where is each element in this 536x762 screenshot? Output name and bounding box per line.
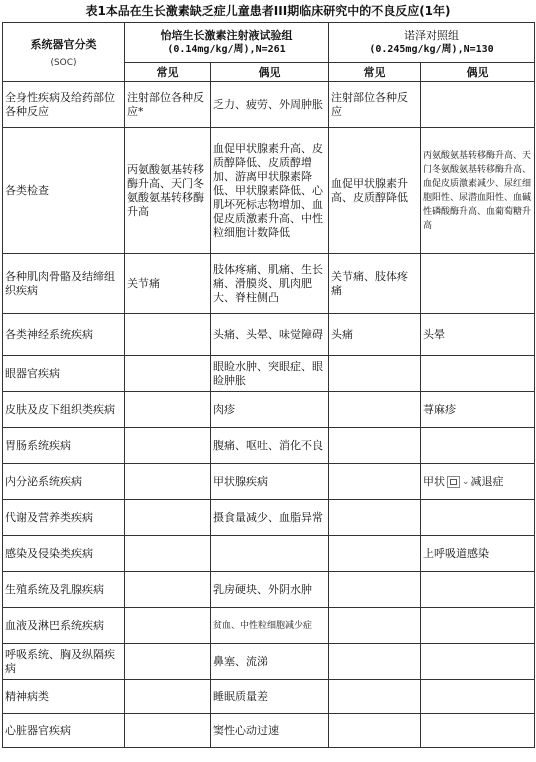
g2-common-cell [329, 680, 421, 714]
soc-cell: 心脏器官疾病 [3, 714, 125, 748]
g1-common-cell [125, 392, 211, 428]
soc-cell: 内分泌系统疾病 [3, 464, 125, 500]
g1-occasional-cell: 肉疹 [211, 392, 329, 428]
g1-occasional-header: 偶见 [211, 63, 329, 82]
adverse-reaction-table [2, 22, 535, 748]
treatment-group-header: 怡培生长激素注射液试验组 (0.14mg/kg/周),N=261 [125, 23, 329, 63]
g2-occasional-cell [421, 82, 535, 128]
soc-cell: 各类神经系统疾病 [3, 314, 125, 356]
g2-occasional-cell [421, 608, 535, 644]
table-row [3, 254, 535, 314]
g1-common-cell [125, 536, 211, 572]
g2-occasional-cell: 丙氨酸氨基转移酶升高、天门冬氨酸氨基转移酶升高、血促皮质激素减少、尿红细胞阳性、尿潜血阳性、血碱性磷酸酶升高、血葡萄糖升高 [421, 128, 535, 254]
g1-occasional-cell [211, 536, 329, 572]
g1-common-cell [125, 572, 211, 608]
g1-common-cell [125, 680, 211, 714]
soc-cell: 血液及淋巴系统疾病 [3, 608, 125, 644]
g2-common-cell: 血促甲状腺素升高、皮质醇降低 [329, 128, 421, 254]
g1-occasional-cell: 眼睑水肿、突眼症、眼睑肿胀 [211, 356, 329, 392]
g1-occasional-cell: 贫血、中性粒细胞减少症 [211, 608, 329, 644]
g1-occasional-cell: 腹痛、呕吐、消化不良 [211, 428, 329, 464]
g2-common-cell [329, 572, 421, 608]
g1-common-cell: 关节痛 [125, 254, 211, 314]
table-row [3, 572, 535, 608]
g2-occasional-cell [421, 572, 535, 608]
soc-cell: 生殖系统及乳腺疾病 [3, 572, 125, 608]
soc-header: 系统器官分类 (SOC) [3, 23, 125, 82]
g1-occasional-cell: 睡眠质量差 [211, 680, 329, 714]
g2-occasional-cell: 甲状 ⌄减退症 [421, 464, 535, 500]
soc-cell: 各类检查 [3, 128, 125, 254]
soc-cell: 感染及侵染类疾病 [3, 536, 125, 572]
g1-occasional-cell: 甲状腺疾病 [211, 464, 329, 500]
soc-cell: 精神病类 [3, 680, 125, 714]
g2-occasional-cell: 头晕 [421, 314, 535, 356]
g2-common-cell [329, 464, 421, 500]
table-row [3, 464, 535, 500]
soc-cell: 胃肠系统疾病 [3, 428, 125, 464]
soc-cell: 眼器官疾病 [3, 356, 125, 392]
g2-common-cell [329, 608, 421, 644]
g2-common-cell: 关节痛、肢体疼痛 [329, 254, 421, 314]
table-row [3, 536, 535, 572]
g1-common-cell [125, 314, 211, 356]
g2-occasional-cell [421, 644, 535, 680]
g2-common-cell: 注射部位各种反应 [329, 82, 421, 128]
g1-common-cell [125, 500, 211, 536]
table-row [3, 314, 535, 356]
soc-cell: 代谢及营养类疾病 [3, 500, 125, 536]
text-select-handle-icon[interactable] [447, 476, 460, 488]
g1-occasional-cell: 摄食量减少、血脂异常 [211, 500, 329, 536]
g1-occasional-cell: 乳房硬块、外阴水肿 [211, 572, 329, 608]
control-group-header: 诺泽对照组 (0.245mg/kg/周),N=130 [329, 23, 535, 63]
g2-common-cell: 头痛 [329, 314, 421, 356]
g1-common-cell [125, 714, 211, 748]
g1-common-cell [125, 644, 211, 680]
table-row [3, 644, 535, 680]
table-row [3, 356, 535, 392]
soc-cell: 各种肌肉骨骼及结缔组织疾病 [3, 254, 125, 314]
g2-occasional-cell [421, 428, 535, 464]
g1-common-cell [125, 608, 211, 644]
table-title: 表1本品在生长激素缺乏症儿童患者III期临床研究中的不良反应(1年) [85, 4, 451, 18]
soc-cell: 全身性疾病及给药部位各种反应 [3, 82, 125, 128]
g2-occasional-cell [421, 714, 535, 748]
table-row [3, 500, 535, 536]
g1-occasional-cell: 血促甲状腺素升高、皮质醇降低、皮质醇增加、游离甲状腺素降低、甲状腺素降低、心肌坏死标志物增加、血促皮质激素升高、中性粒细胞计数降低 [211, 128, 329, 254]
g2-common-cell [329, 392, 421, 428]
g2-occasional-cell [421, 254, 535, 314]
g1-common-cell [125, 464, 211, 500]
g1-common-cell: 丙氨酸氨基转移酶升高、天门冬氨酸氨基转移酶升高 [125, 128, 211, 254]
g2-common-cell [329, 714, 421, 748]
g2-common-cell [329, 500, 421, 536]
g2-common-header: 常见 [329, 63, 421, 82]
g2-common-cell [329, 356, 421, 392]
table-row [3, 680, 535, 714]
g1-common-cell [125, 356, 211, 392]
soc-cell: 皮肤及皮下组织类疾病 [3, 392, 125, 428]
g1-occasional-cell: 肢体疼痛、肌痛、生长痛、滑膜炎、肌肉肥大、脊柱侧凸 [211, 254, 329, 314]
chevron-down-icon[interactable]: ⌄ [462, 476, 470, 487]
g2-occasional-cell: 上呼吸道感染 [421, 536, 535, 572]
group-header-row [3, 23, 535, 63]
table-row [3, 392, 535, 428]
g1-common-header: 常见 [125, 63, 211, 82]
soc-cell: 呼吸系统、胸及纵隔疾病 [3, 644, 125, 680]
g1-occasional-cell: 鼻塞、流涕 [211, 644, 329, 680]
g2-occasional-cell [421, 680, 535, 714]
g2-common-cell [329, 428, 421, 464]
g1-common-cell: 注射部位各种反应* [125, 82, 211, 128]
g1-occasional-cell: 乏力、疲劳、外周肿胀 [211, 82, 329, 128]
g1-occasional-cell: 头痛、头晕、味觉障碍 [211, 314, 329, 356]
table-row [3, 82, 535, 128]
g1-occasional-cell: 窦性心动过速 [211, 714, 329, 748]
g2-occasional-header: 偶见 [421, 63, 535, 82]
g1-common-cell [125, 428, 211, 464]
table-row [3, 128, 535, 254]
g2-occasional-cell: 荨麻疹 [421, 392, 535, 428]
table-row [3, 428, 535, 464]
g2-occasional-cell [421, 356, 535, 392]
table-row [3, 714, 535, 748]
g2-common-cell [329, 536, 421, 572]
g2-common-cell [329, 644, 421, 680]
g2-occasional-cell [421, 500, 535, 536]
table-row [3, 608, 535, 644]
